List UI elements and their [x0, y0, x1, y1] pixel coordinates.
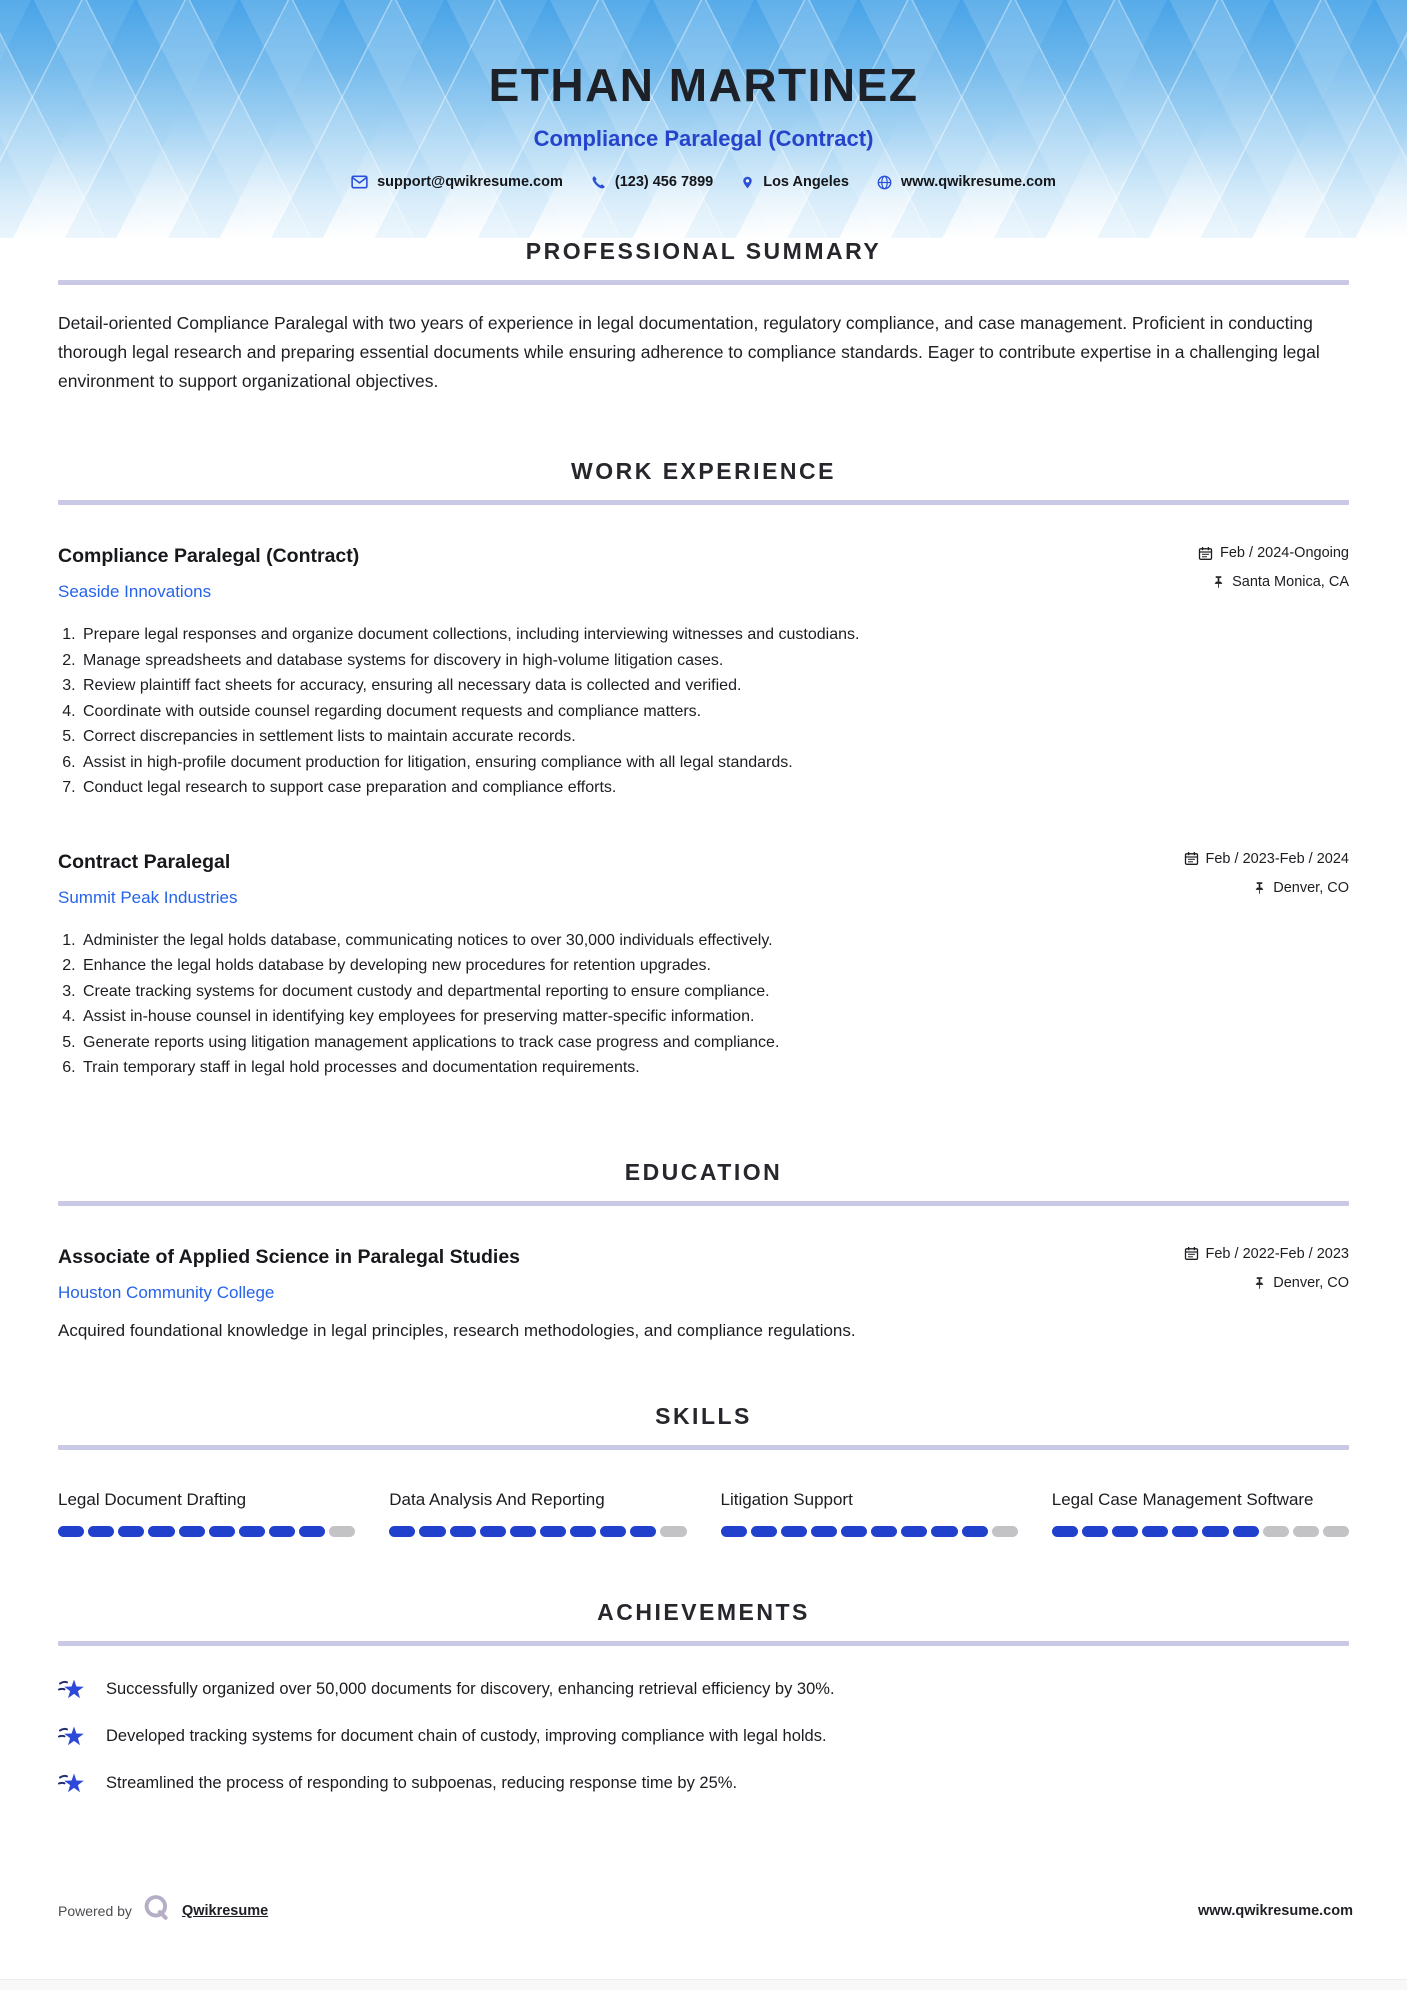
- skill-segment-filled: [962, 1526, 988, 1537]
- globe-icon: [877, 175, 892, 190]
- job-dates: Feb / 2024-Ongoing: [1198, 545, 1349, 561]
- job-bullet: 2. Manage spreadsheets and database systems for discovery in high-volume litigation cases.: [80, 648, 1349, 674]
- skill-name: Legal Case Management Software: [1051, 1489, 1314, 1509]
- section-divider: [58, 1641, 1349, 1646]
- pushpin-icon: [1253, 881, 1266, 895]
- job-location: Santa Monica, CA: [1198, 574, 1349, 590]
- pushpin-icon: [1253, 1276, 1266, 1290]
- job-bullet-list: [58, 622, 1349, 801]
- skill-level-bar: [389, 1526, 686, 1537]
- section-divider: [58, 1201, 1349, 1206]
- skill-level-bar: [1052, 1526, 1349, 1537]
- job-bullet: 6. Train temporary staff in legal hold processes and documentation requirements.: [80, 1055, 1349, 1081]
- job-entry: [58, 545, 1349, 801]
- skill-segment-filled: [58, 1526, 84, 1537]
- skill-segment-filled: [1112, 1526, 1138, 1537]
- skill-segment-filled: [540, 1526, 566, 1537]
- skill-segment-filled: [510, 1526, 536, 1537]
- skill-level-bar: [721, 1526, 1018, 1537]
- skill-segment-empty: [1293, 1526, 1319, 1537]
- skill-segment-filled: [269, 1526, 295, 1537]
- contact-city: [741, 174, 849, 190]
- skill-name: Legal Document Drafting: [58, 1489, 247, 1509]
- section-education: [58, 1159, 1349, 1341]
- skill-segment-filled: [931, 1526, 957, 1537]
- skill-segment-filled: [1082, 1526, 1108, 1537]
- job-bullet: 1. Prepare legal responses and organize document collections, including interviewing witnesses and custodians.: [80, 622, 1349, 648]
- job-entry: [58, 851, 1349, 1081]
- school-link[interactable]: Houston Community College: [58, 1282, 275, 1302]
- job-title: Contract Paralegal: [58, 850, 231, 873]
- skill-segment-filled: [600, 1526, 626, 1537]
- calendar-icon: [1184, 1246, 1199, 1261]
- job-bullet: 7. Conduct legal research to support case preparation and compliance efforts.: [80, 775, 1349, 801]
- calendar-icon: [1198, 546, 1213, 561]
- skills-heading: SKILLS: [655, 1402, 752, 1429]
- skill-segment-filled: [871, 1526, 897, 1537]
- degree-title: Associate of Applied Science in Paralegal Studies: [58, 1245, 521, 1268]
- skill-segment-filled: [299, 1526, 325, 1537]
- skill-segment-filled: [1202, 1526, 1228, 1537]
- skill-segment-filled: [901, 1526, 927, 1537]
- section-summary: [58, 238, 1349, 396]
- skill-segment-empty: [329, 1526, 355, 1537]
- contact-phone-text: (123) 456 7899: [614, 174, 714, 190]
- job-title: Compliance Paralegal (Contract): [58, 545, 360, 567]
- skill-segment-empty: [660, 1526, 686, 1537]
- job-bullet-list: [58, 928, 1349, 1081]
- job-bullet: 5. Correct discrepancies in settlement lists to maintain accurate records.: [80, 724, 1349, 750]
- person-job-title: Compliance Paralegal (Contract): [533, 126, 874, 151]
- star-badge-icon: [58, 1723, 86, 1750]
- person-name: ETHAN MARTINEZ: [488, 59, 919, 111]
- achievements-list: [58, 1676, 1349, 1797]
- achievement-item: [58, 1770, 1349, 1797]
- footer-website[interactable]: www.qwikresume.com: [1198, 1902, 1353, 1919]
- job-bullet: 2. Enhance the legal holds database by developing new procedures for retention upgrades.: [80, 953, 1349, 979]
- job-company-link[interactable]: Summit Peak Industries: [58, 887, 238, 907]
- contact-email-text: support@qwikresume.com: [377, 174, 563, 190]
- section-divider: [58, 1445, 1349, 1450]
- location-pin-icon: [741, 175, 754, 190]
- contact-website[interactable]: [877, 174, 1056, 190]
- skill-level-bar: [58, 1526, 355, 1537]
- skill-segment-filled: [389, 1526, 415, 1537]
- achievement-item: [58, 1676, 1349, 1703]
- skill-segment-filled: [781, 1526, 807, 1537]
- job-bullet: 4. Coordinate with outside counsel regarding document requests and compliance matters.: [80, 699, 1349, 725]
- pushpin-icon: [1212, 575, 1225, 589]
- skill-segment-filled: [630, 1526, 656, 1537]
- skill-segment-filled: [811, 1526, 837, 1537]
- skill-name: Litigation Support: [720, 1489, 853, 1509]
- section-divider: [58, 500, 1349, 505]
- page-bottom-strip: [0, 1979, 1407, 1990]
- education-entry: [58, 1246, 1349, 1341]
- skill-segment-filled: [1142, 1526, 1168, 1537]
- skill-segment-filled: [239, 1526, 265, 1537]
- skill-name: Data Analysis And Reporting: [389, 1489, 605, 1509]
- job-location: Denver, CO: [1184, 880, 1350, 896]
- resume-body: [0, 238, 1407, 1797]
- skill-segment-filled: [1172, 1526, 1198, 1537]
- skill-item: [389, 1488, 686, 1537]
- contact-website-text: www.qwikresume.com: [900, 174, 1056, 190]
- skills-grid: [58, 1488, 1349, 1537]
- job-bullet: 4. Assist in-house counsel in identifying key employees for preserving matter-specific information.: [80, 1004, 1349, 1030]
- achievement-text: Successfully organized over 50,000 documents for discovery, enhancing retrieval efficiency by 30%.: [106, 1679, 835, 1698]
- powered-by-label: Powered by: [58, 1902, 132, 1919]
- skill-segment-empty: [1323, 1526, 1349, 1537]
- skill-item: [58, 1488, 355, 1537]
- job-dates: Feb / 2023-Feb / 2024: [1184, 851, 1350, 867]
- skill-segment-filled: [88, 1526, 114, 1537]
- skill-item: [721, 1488, 1018, 1537]
- contact-city-text: Los Angeles: [763, 174, 849, 190]
- star-badge-icon: [58, 1676, 86, 1703]
- skill-segment-filled: [570, 1526, 596, 1537]
- contact-phone[interactable]: [591, 174, 713, 190]
- skill-segment-filled: [209, 1526, 235, 1537]
- contact-email[interactable]: [351, 174, 563, 190]
- star-badge-icon: [58, 1770, 86, 1797]
- qwikresume-link[interactable]: Qwikresume: [181, 1902, 269, 1919]
- skill-segment-filled: [419, 1526, 445, 1537]
- achievements-heading: ACHIEVEMENTS: [597, 1598, 810, 1625]
- education-heading: EDUCATION: [624, 1158, 783, 1185]
- skill-segment-filled: [118, 1526, 144, 1537]
- section-divider: [58, 280, 1349, 285]
- job-bullet: 5. Generate reports using litigation management applications to track case progress and compliance.: [80, 1030, 1349, 1056]
- education-location: Denver, CO: [1184, 1275, 1350, 1291]
- phone-icon: [591, 175, 606, 190]
- summary-heading: PROFESSIONAL SUMMARY: [525, 238, 882, 264]
- skill-item: [1052, 1488, 1349, 1537]
- job-company-link[interactable]: Seaside Innovations: [58, 582, 212, 601]
- section-achievements: [58, 1599, 1349, 1797]
- job-bullet: 1. Administer the legal holds database, communicating notices to over 30,000 individuals effectively.: [80, 928, 1349, 954]
- skill-segment-filled: [450, 1526, 476, 1537]
- job-bullet: 3. Create tracking systems for document custody and departmental reporting to ensure compliance.: [80, 979, 1349, 1005]
- skill-segment-empty: [1263, 1526, 1289, 1537]
- qwikresume-logo-icon: [142, 1893, 172, 1928]
- skill-segment-filled: [721, 1526, 747, 1537]
- skill-segment-filled: [1052, 1526, 1078, 1537]
- education-dates: Feb / 2022-Feb / 2023: [1184, 1246, 1350, 1262]
- header-banner: [0, 0, 1407, 238]
- email-icon: [351, 175, 368, 189]
- calendar-icon: [1184, 851, 1199, 866]
- summary-text: Detail-oriented Compliance Paralegal with two years of experience in legal documentation, regulatory compliance, and case management. Proficient in conducting thorough legal research and preparing essential documents while ensuring adherence to compliance standards. Eager to contribute expertise in a challenging legal environment to support organizational objectives.: [58, 313, 1320, 391]
- education-description: Acquired foundational knowledge in legal principles, research methodologies, and compliance regulations.: [58, 1320, 856, 1340]
- skill-segment-filled: [148, 1526, 174, 1537]
- achievement-item: [58, 1723, 1349, 1750]
- section-skills: [58, 1403, 1349, 1537]
- job-bullet: 3. Review plaintiff fact sheets for accuracy, ensuring all necessary data is collected and verified.: [80, 673, 1349, 699]
- skill-segment-filled: [1233, 1526, 1259, 1537]
- achievement-text: Streamlined the process of responding to subpoenas, reducing response time by 25%.: [106, 1773, 738, 1792]
- contact-row: [0, 174, 1407, 190]
- experience-heading: WORK EXPERIENCE: [571, 458, 836, 484]
- skill-segment-empty: [992, 1526, 1018, 1537]
- job-bullet: 6. Assist in high-profile document production for litigation, ensuring compliance with all legal standards.: [80, 750, 1349, 776]
- skill-segment-filled: [751, 1526, 777, 1537]
- section-experience: [58, 458, 1349, 1081]
- footer: [58, 1893, 1353, 1928]
- skill-segment-filled: [179, 1526, 205, 1537]
- achievement-text: Developed tracking systems for document chain of custody, improving compliance with legal holds.: [106, 1726, 827, 1745]
- skill-segment-filled: [841, 1526, 867, 1537]
- skill-segment-filled: [480, 1526, 506, 1537]
